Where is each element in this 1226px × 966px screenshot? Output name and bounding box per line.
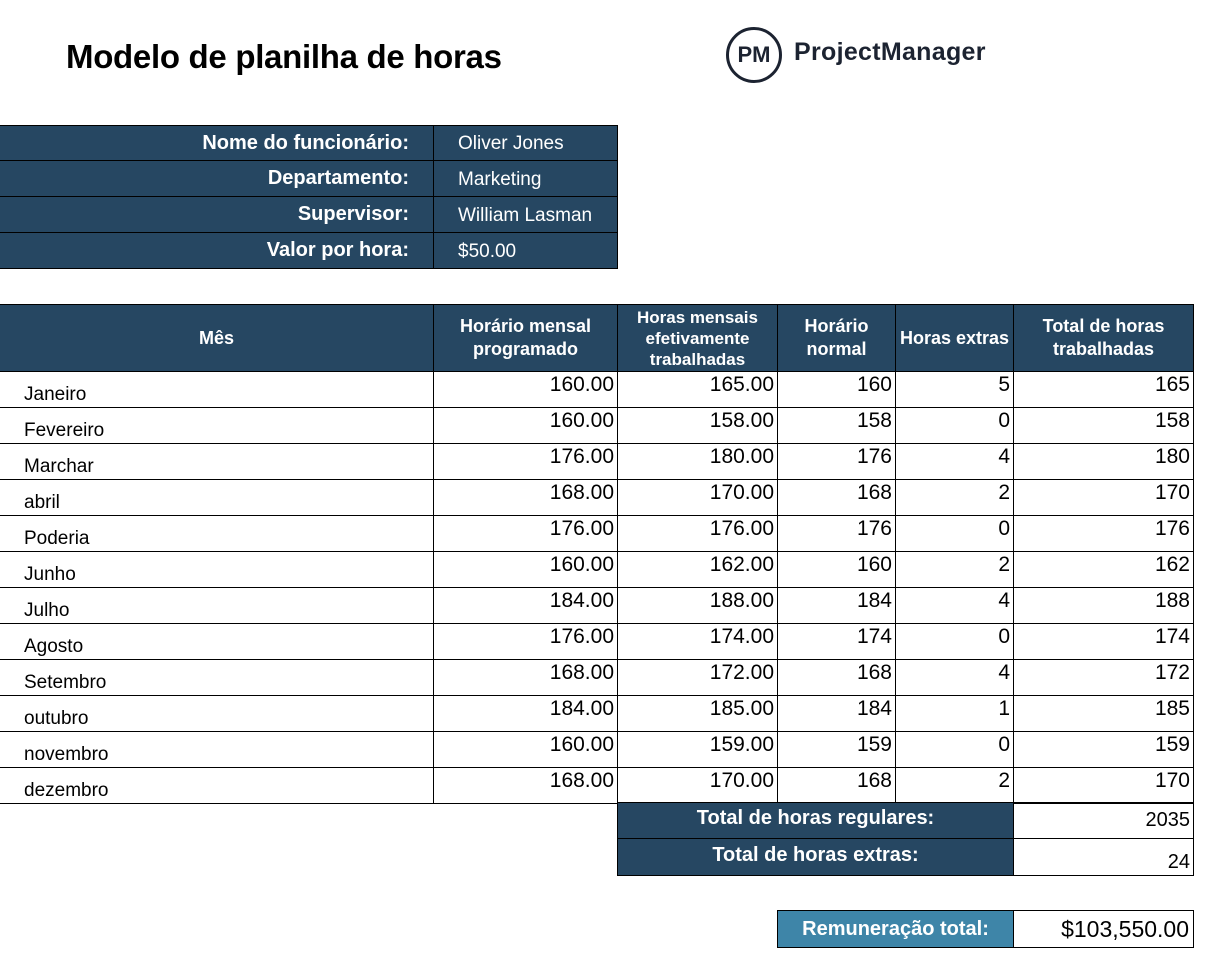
actual-hours-cell: 188.00: [617, 587, 778, 624]
scheduled-hours-cell: 160.00: [433, 407, 618, 444]
header-actual: Horas mensais efetivamente trabalhadas: [617, 304, 778, 372]
employee-name-value: Oliver Jones: [433, 125, 618, 161]
total-pay-label: Remuneração total:: [777, 910, 1014, 948]
total-overtime-value: 24: [1013, 838, 1194, 876]
scheduled-hours-cell: 168.00: [433, 767, 618, 804]
total-hours-cell: 158: [1013, 407, 1194, 444]
total-pay-value: $103,550.00: [1013, 910, 1194, 948]
overtime-hours-cell: 0: [895, 407, 1014, 444]
actual-hours-cell: 158.00: [617, 407, 778, 444]
header-regular: Horário normal: [777, 304, 896, 372]
overtime-hours-cell: 5: [895, 371, 1014, 408]
actual-hours-cell: 162.00: [617, 551, 778, 588]
regular-hours-cell: 160: [777, 551, 896, 588]
month-cell: Janeiro: [0, 371, 434, 408]
scheduled-hours-cell: 184.00: [433, 587, 618, 624]
header-month: Mês: [0, 304, 434, 372]
supervisor-value: William Lasman: [433, 196, 618, 233]
scheduled-hours-cell: 184.00: [433, 695, 618, 732]
month-cell: Agosto: [0, 623, 434, 660]
actual-hours-cell: 165.00: [617, 371, 778, 408]
total-hours-cell: 188: [1013, 587, 1194, 624]
total-hours-cell: 162: [1013, 551, 1194, 588]
overtime-hours-cell: 2: [895, 767, 1014, 804]
header-total: Total de horas trabalhadas: [1013, 304, 1194, 372]
page-title: Modelo de planilha de horas: [66, 38, 502, 75]
month-cell: outubro: [0, 695, 434, 732]
total-hours-cell: 176: [1013, 515, 1194, 552]
month-cell: Junho: [0, 551, 434, 588]
month-cell: novembro: [0, 731, 434, 768]
month-cell: Marchar: [0, 443, 434, 480]
scheduled-hours-cell: 160.00: [433, 551, 618, 588]
total-regular-value: 2035: [1013, 802, 1194, 839]
regular-hours-cell: 158: [777, 407, 896, 444]
actual-hours-cell: 159.00: [617, 731, 778, 768]
actual-hours-cell: 172.00: [617, 659, 778, 696]
actual-hours-cell: 176.00: [617, 515, 778, 552]
regular-hours-cell: 168: [777, 767, 896, 804]
actual-hours-cell: 185.00: [617, 695, 778, 732]
month-cell: abril: [0, 479, 434, 516]
overtime-hours-cell: 4: [895, 587, 1014, 624]
scheduled-hours-cell: 168.00: [433, 479, 618, 516]
total-hours-cell: 170: [1013, 479, 1194, 516]
total-overtime-label: Total de horas extras:: [617, 838, 1014, 876]
regular-hours-cell: 159: [777, 731, 896, 768]
regular-hours-cell: 168: [777, 479, 896, 516]
overtime-hours-cell: 4: [895, 659, 1014, 696]
brand-logo: [726, 27, 1016, 85]
regular-hours-cell: 160: [777, 371, 896, 408]
brand-name: ProjectManager: [794, 38, 986, 66]
overtime-hours-cell: 0: [895, 515, 1014, 552]
overtime-hours-cell: 2: [895, 479, 1014, 516]
month-cell: Setembro: [0, 659, 434, 696]
month-cell: Fevereiro: [0, 407, 434, 444]
total-hours-cell: 165: [1013, 371, 1194, 408]
overtime-hours-cell: 0: [895, 623, 1014, 660]
scheduled-hours-cell: 160.00: [433, 731, 618, 768]
total-hours-cell: 172: [1013, 659, 1194, 696]
regular-hours-cell: 168: [777, 659, 896, 696]
total-hours-cell: 174: [1013, 623, 1194, 660]
header-scheduled: Horário mensal programado: [433, 304, 618, 372]
overtime-hours-cell: 2: [895, 551, 1014, 588]
regular-hours-cell: 184: [777, 695, 896, 732]
pm-logo-icon: PM: [726, 27, 782, 83]
hourly-rate-label: Valor por hora:: [0, 232, 434, 269]
regular-hours-cell: 174: [777, 623, 896, 660]
overtime-hours-cell: 1: [895, 695, 1014, 732]
regular-hours-cell: 184: [777, 587, 896, 624]
hourly-rate-value: $50.00: [433, 232, 618, 269]
regular-hours-cell: 176: [777, 515, 896, 552]
department-label: Departamento:: [0, 160, 434, 197]
actual-hours-cell: 174.00: [617, 623, 778, 660]
scheduled-hours-cell: 176.00: [433, 623, 618, 660]
total-hours-cell: 170: [1013, 767, 1194, 804]
total-hours-cell: 159: [1013, 731, 1194, 768]
actual-hours-cell: 170.00: [617, 767, 778, 804]
department-value: Marketing: [433, 160, 618, 197]
supervisor-label: Supervisor:: [0, 196, 434, 233]
total-hours-cell: 185: [1013, 695, 1194, 732]
scheduled-hours-cell: 176.00: [433, 443, 618, 480]
month-cell: dezembro: [0, 767, 434, 804]
header-overtime: Horas extras: [895, 304, 1014, 372]
month-cell: Julho: [0, 587, 434, 624]
employee-name-label: Nome do funcionário:: [0, 125, 434, 161]
scheduled-hours-cell: 176.00: [433, 515, 618, 552]
overtime-hours-cell: 4: [895, 443, 1014, 480]
regular-hours-cell: 176: [777, 443, 896, 480]
month-cell: Poderia: [0, 515, 434, 552]
scheduled-hours-cell: 168.00: [433, 659, 618, 696]
total-regular-label: Total de horas regulares:: [617, 802, 1014, 839]
actual-hours-cell: 180.00: [617, 443, 778, 480]
total-hours-cell: 180: [1013, 443, 1194, 480]
actual-hours-cell: 170.00: [617, 479, 778, 516]
overtime-hours-cell: 0: [895, 731, 1014, 768]
scheduled-hours-cell: 160.00: [433, 371, 618, 408]
